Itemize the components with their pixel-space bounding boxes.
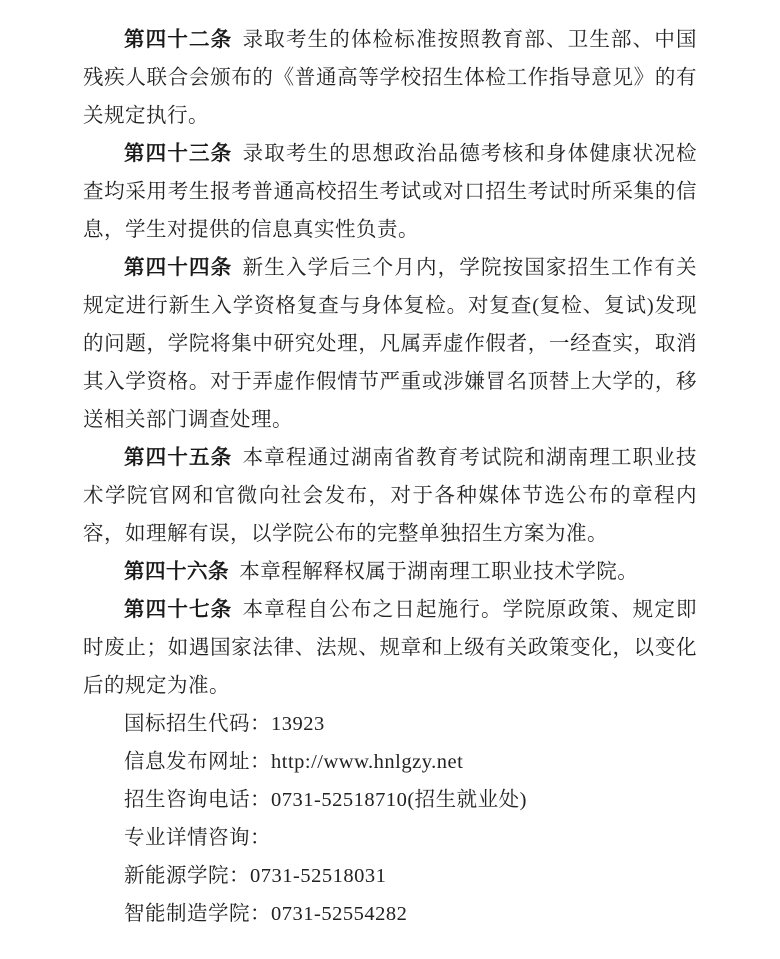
article-text: 本章程解释权属于湖南理工职业技术学院。 (239, 561, 639, 583)
article-text: 录取考生的思想政治品德考核和身体健康状况检查均采用考生报考普通高校招生考试或对口招生考试时所采集的信息，学生对提供的信息真实性负责。 (83, 143, 698, 241)
article-paragraph-45 (83, 439, 697, 553)
article-paragraph-42 (83, 21, 697, 135)
article-paragraph-47 (83, 591, 697, 705)
article-number: 第四十四条 (124, 257, 233, 279)
contact-line-phone: 招生咨询电话：0731-52518710(招生就业处) (124, 789, 527, 811)
contact-line-website: 信息发布网址：http://www.hnlgzy.net (124, 751, 464, 773)
article-text: 本章程通过湖南省教育考试院和湖南理工职业技术学院官网和官微向社会发布，对于各种媒体节选公布的章程内容，如理解有误，以学院公布的完整单独招生方案为准。 (83, 447, 698, 545)
article-paragraph-43 (83, 135, 697, 249)
article-number: 第四十五条 (124, 447, 233, 469)
contact-line-intelligent-manufacturing-college: 智能制造学院：0731-52554282 (124, 903, 408, 925)
document-text-block (83, 21, 697, 933)
article-text: 本章程自公布之日起施行。学院原政策、规定即时废止；如遇国家法律、法规、规章和上级有关政策变化，以变化后的规定为准。 (83, 599, 698, 697)
article-number: 第四十七条 (124, 599, 233, 621)
contact-line-new-energy-college: 新能源学院：0731-52518031 (124, 865, 387, 887)
article-text: 新生入学后三个月内，学院按国家招生工作有关规定进行新生入学资格复查与身体复检。对复查(复检、复试)发现的问题，学院将集中研究处理，凡属弄虚作假者，一经查实，取消其入学资格。对于弄虚作假情节严重或涉嫌冒名顶替上大学的，移送相关部门调查处理。 (83, 257, 698, 431)
contact-line-admission-code: 国标招生代码：13923 (124, 713, 325, 735)
article-number: 第四十二条 (124, 29, 233, 51)
article-number: 第四十三条 (124, 143, 233, 165)
article-number: 第四十六条 (124, 561, 229, 583)
contact-line-major-inquiry: 专业详情咨询： (124, 827, 271, 849)
article-paragraph-46 (83, 553, 697, 591)
article-paragraph-44 (83, 249, 697, 439)
article-text: 录取考生的体检标准按照教育部、卫生部、中国残疾人联合会颁布的《普通高等学校招生体检工作指导意见》的有关规定执行。 (83, 29, 698, 127)
